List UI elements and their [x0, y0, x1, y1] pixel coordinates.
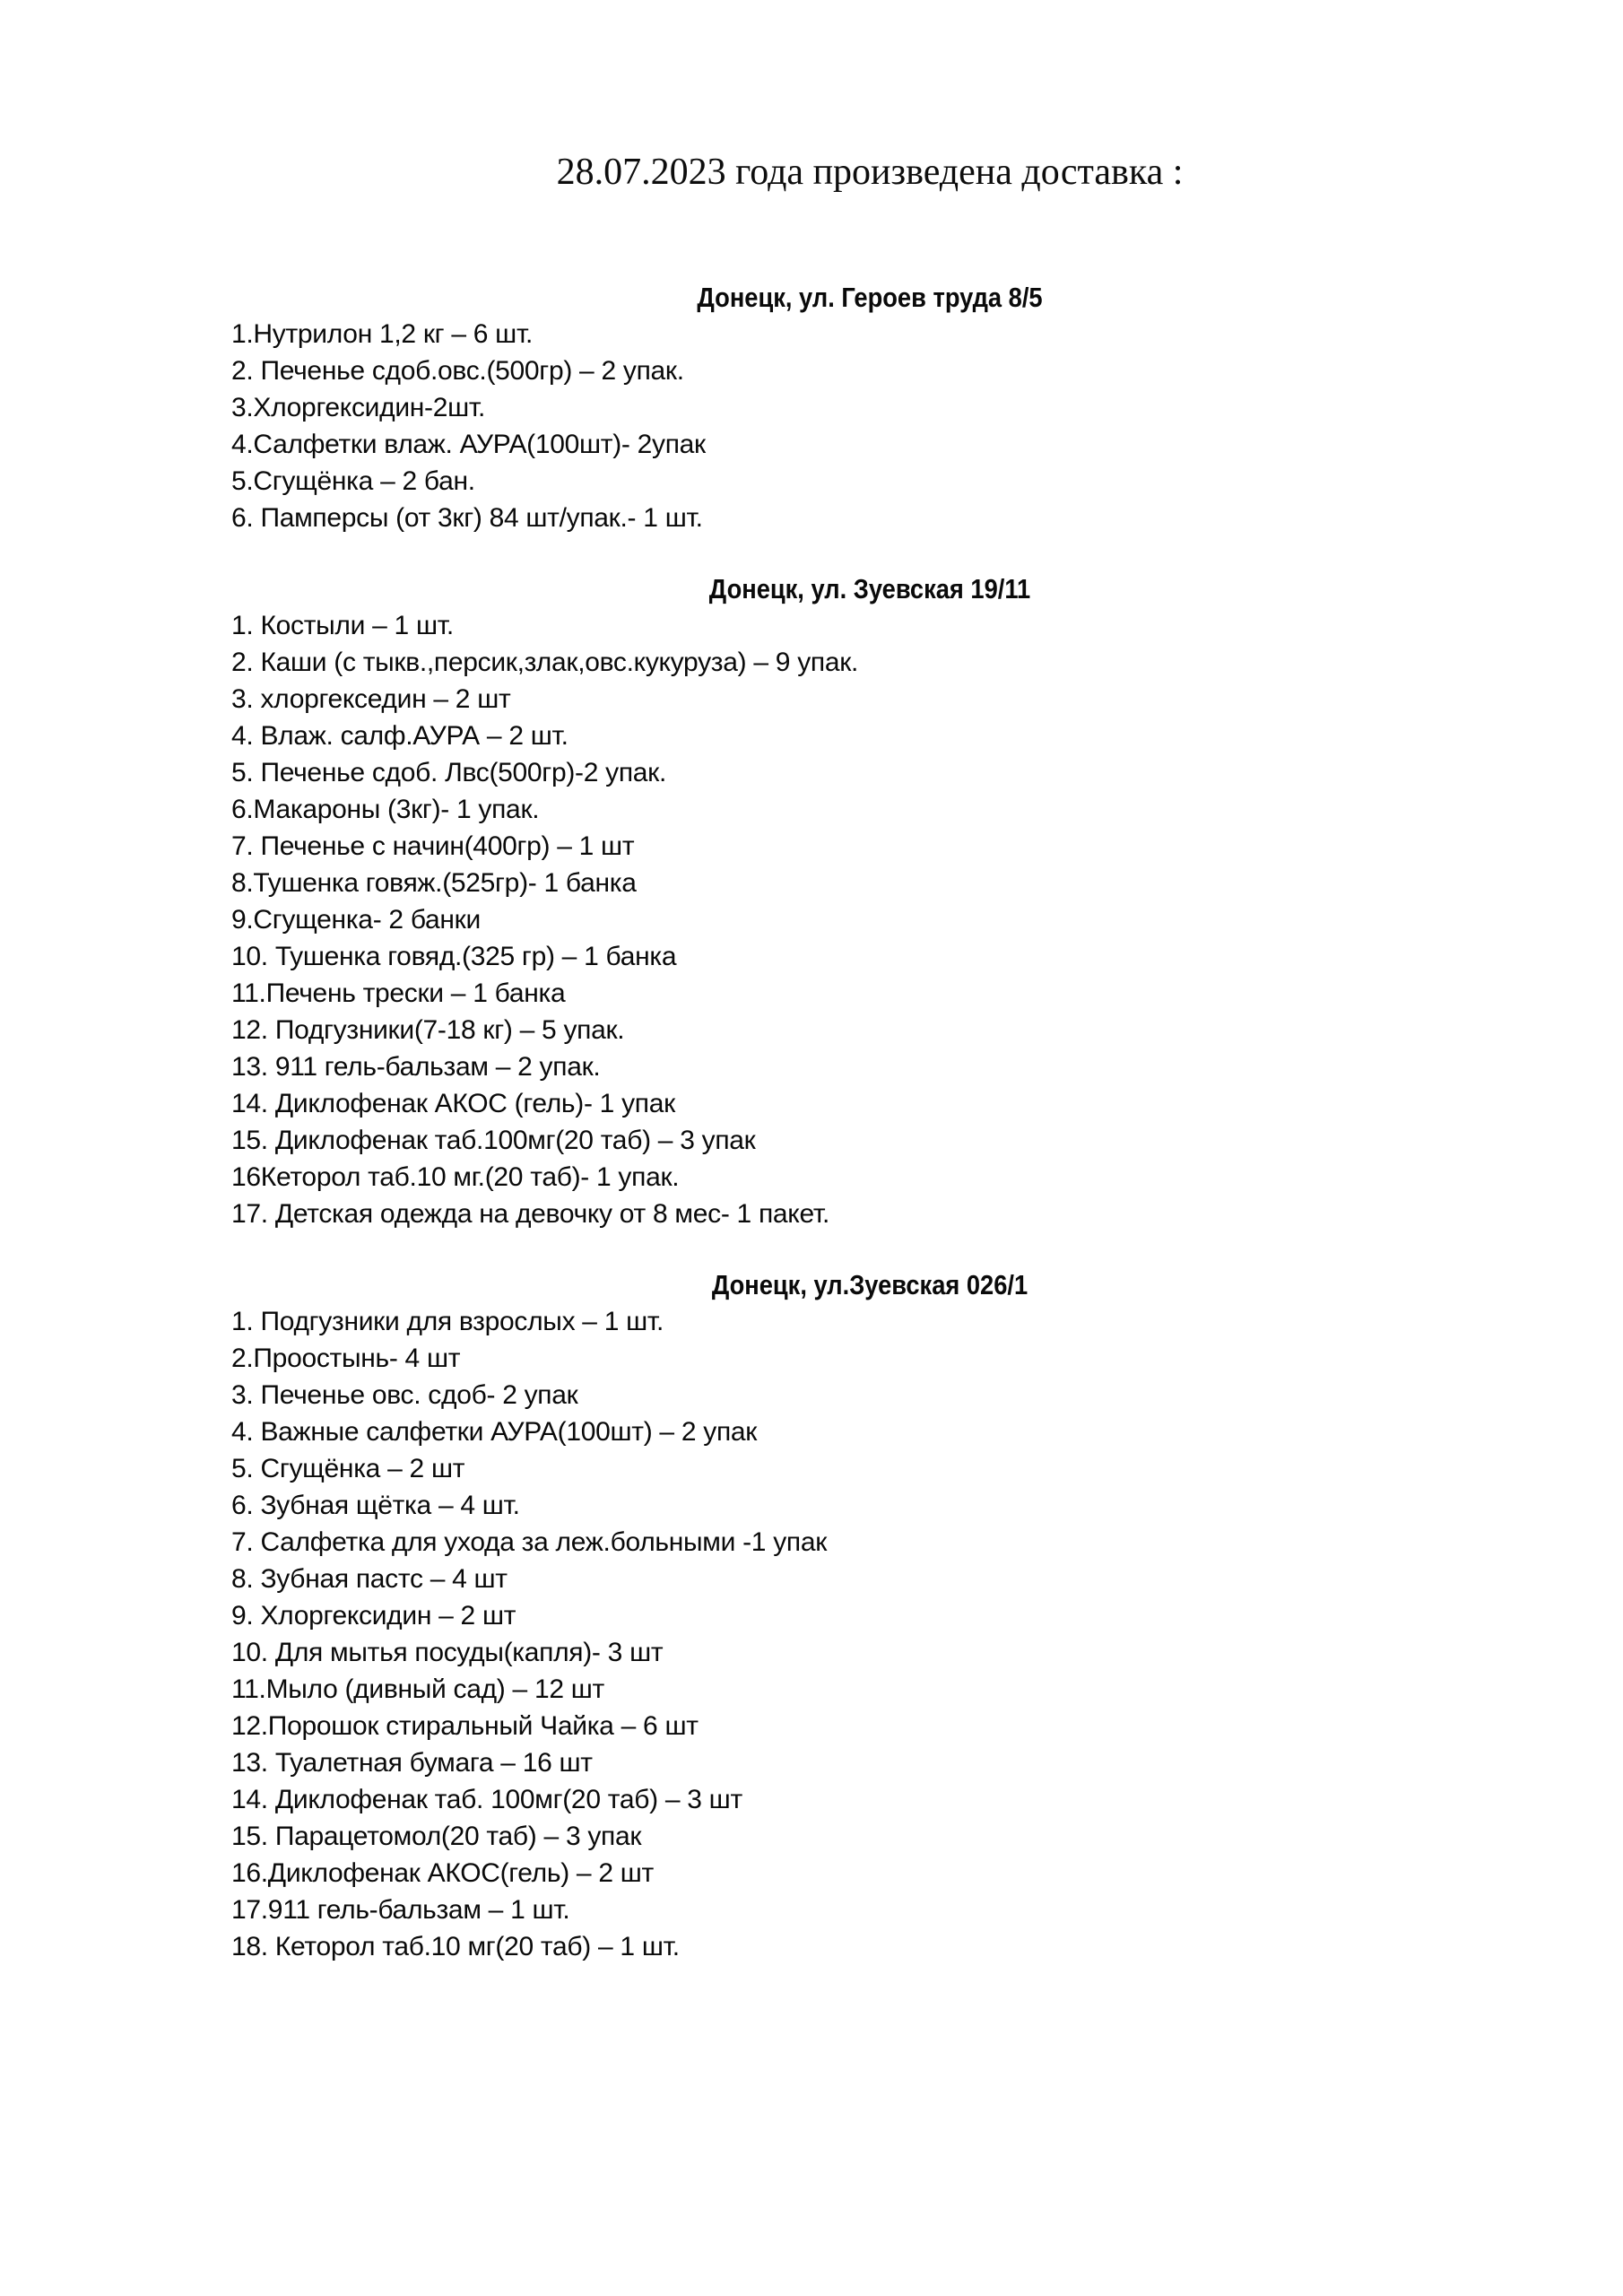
list-item: 4. Важные салфетки АУРА(100шт) – 2 упак [231, 1417, 758, 1447]
list-item: 13. 911 гель-бальзам – 2 упак. [231, 1052, 601, 1082]
list-item: 11.Печень трески – 1 банка [231, 978, 566, 1008]
list-item: 3. хлоргекседин – 2 шт [231, 684, 511, 714]
list-item: 7. Салфетка для ухода за леж.больными -1 упак [231, 1527, 828, 1557]
delivery-section [231, 570, 1508, 1232]
list-item: 10. Тушенка говяд.(325 гр) – 1 банка [231, 942, 677, 971]
delivery-sections [231, 279, 1508, 1965]
list-item: 1.Нутрилон 1,2 кг – 6 шт. [231, 319, 534, 349]
list-item: 7. Печенье с начин(400гр) – 1 шт [231, 831, 635, 861]
list-item: 6. Зубная щётка – 4 шт. [231, 1491, 520, 1520]
list-item: 15. Диклофенак таб.100мг(20 таб) – 3 упак [231, 1126, 756, 1155]
list-item: 5.Сгущёнка – 2 бан. [231, 466, 475, 496]
list-item: 4.Салфетки влаж. АУРА(100шт)- 2упак [231, 430, 706, 459]
page-title: 28.07.2023 года произведена доставка : [556, 152, 1184, 193]
list-item: 13. Туалетная бумага – 16 шт [231, 1748, 593, 1778]
list-item: 11.Мыло (дивный сад) – 12 шт [231, 1674, 604, 1704]
list-item: 9.Сгущенка- 2 банки [231, 905, 481, 935]
list-item: 14. Диклофенак таб. 100мг(20 таб) – 3 шт [231, 1785, 742, 1814]
list-item: 6. Памперсы (от 3кг) 84 шт/упак.- 1 шт. [231, 503, 703, 533]
list-item: 8. Зубная пастс – 4 шт [231, 1564, 508, 1594]
section-header: Донецк, ул.Зуевская 026/1 [711, 1269, 1028, 1300]
list-item: 4. Влаж. салф.АУРА – 2 шт. [231, 721, 568, 751]
list-item: 17.911 гель-бальзам – 1 шт. [231, 1895, 570, 1925]
list-item: 3. Печенье овс. сдоб- 2 упак [231, 1380, 578, 1410]
section-header: Донецк, ул. Зуевская 19/11 [708, 573, 1031, 604]
list-item: 5. Печенье сдоб. Лвс(500гр)-2 упак. [231, 758, 667, 787]
list-item: 2. Печенье сдоб.овс.(500гр) – 2 упак. [231, 356, 684, 386]
list-item: 17. Детская одежда на девочку от 8 мес- 1 пакет. [231, 1199, 830, 1229]
list-item: 2. Каши (с тыкв.,персик,злак,овс.кукуруза) – 9 упак. [231, 648, 859, 677]
list-item: 18. Кеторол таб.10 мг(20 таб) – 1 шт. [231, 1932, 680, 1961]
list-item: 3.Хлоргексидин-2шт. [231, 393, 486, 422]
list-item: 10. Для мытья посуды(капля)- 3 шт [231, 1638, 664, 1667]
list-item: 12. Подгузники(7-18 кг) – 5 упак. [231, 1015, 625, 1045]
list-item: 12.Порошок стиральный Чайка – 6 шт [231, 1711, 699, 1741]
list-item: 14. Диклофенак АКОС (гель)- 1 упак [231, 1089, 675, 1118]
list-item: 9. Хлоргексидин – 2 шт [231, 1601, 516, 1631]
section-header: Донецк, ул. Героев труда 8/5 [697, 282, 1043, 313]
list-item: 16Кеторол таб.10 мг.(20 таб)- 1 упак. [231, 1162, 680, 1192]
list-item: 5. Сгущёнка – 2 шт [231, 1454, 465, 1483]
list-item: 1. Костыли – 1 шт. [231, 611, 454, 640]
list-item: 2.Проостынь- 4 шт [231, 1344, 461, 1373]
delivery-section [231, 1266, 1508, 1965]
list-item: 8.Тушенка говяж.(525гр)- 1 банка [231, 868, 637, 898]
list-item: 16.Диклофенак АКОС(гель) – 2 шт [231, 1858, 654, 1888]
list-item: 15. Парацетомол(20 таб) – 3 упак [231, 1822, 642, 1851]
list-item: 6.Макароны (3кг)- 1 упак. [231, 795, 540, 824]
delivery-section [231, 279, 1508, 536]
list-item: 1. Подгузники для взрослых – 1 шт. [231, 1307, 664, 1336]
